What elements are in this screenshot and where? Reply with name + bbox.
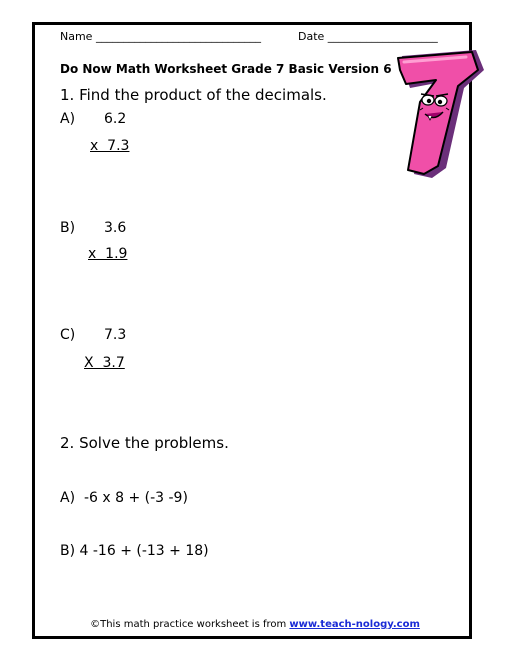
problem-b-multiplier: x 1.9 xyxy=(88,246,128,262)
footer xyxy=(0,619,510,630)
date-field-label: Date ____________________ xyxy=(298,30,438,43)
footer-link[interactable]: www.teach-nology.com xyxy=(289,619,420,630)
problem-c-letter: C) xyxy=(60,327,76,343)
expression-a: A) -6 x 8 + (-3 -9) xyxy=(60,490,188,506)
problem-a-multiplier: x 7.3 xyxy=(90,138,130,154)
problem-a-letter: A) xyxy=(60,111,76,127)
worksheet-title: Do Now Math Worksheet Grade 7 Basic Version 6 xyxy=(60,62,392,76)
problem-b-multiplicand: 3.6 xyxy=(104,220,127,236)
problem-b-letter: B) xyxy=(60,220,76,236)
number-seven-cartoon-icon xyxy=(380,48,490,180)
footer-text: ©This math practice worksheet is from xyxy=(90,619,290,630)
problem-c-multiplier: X 3.7 xyxy=(84,355,125,371)
section1-heading: 1. Find the product of the decimals. xyxy=(60,86,327,104)
problem-a-multiplicand: 6.2 xyxy=(104,111,127,127)
problem-c-multiplicand: 7.3 xyxy=(104,327,127,343)
section2-heading: 2. Solve the problems. xyxy=(60,434,229,452)
name-field-label: Name ______________________________ xyxy=(60,30,261,43)
expression-b: B) 4 -16 + (-13 + 18) xyxy=(60,543,209,559)
